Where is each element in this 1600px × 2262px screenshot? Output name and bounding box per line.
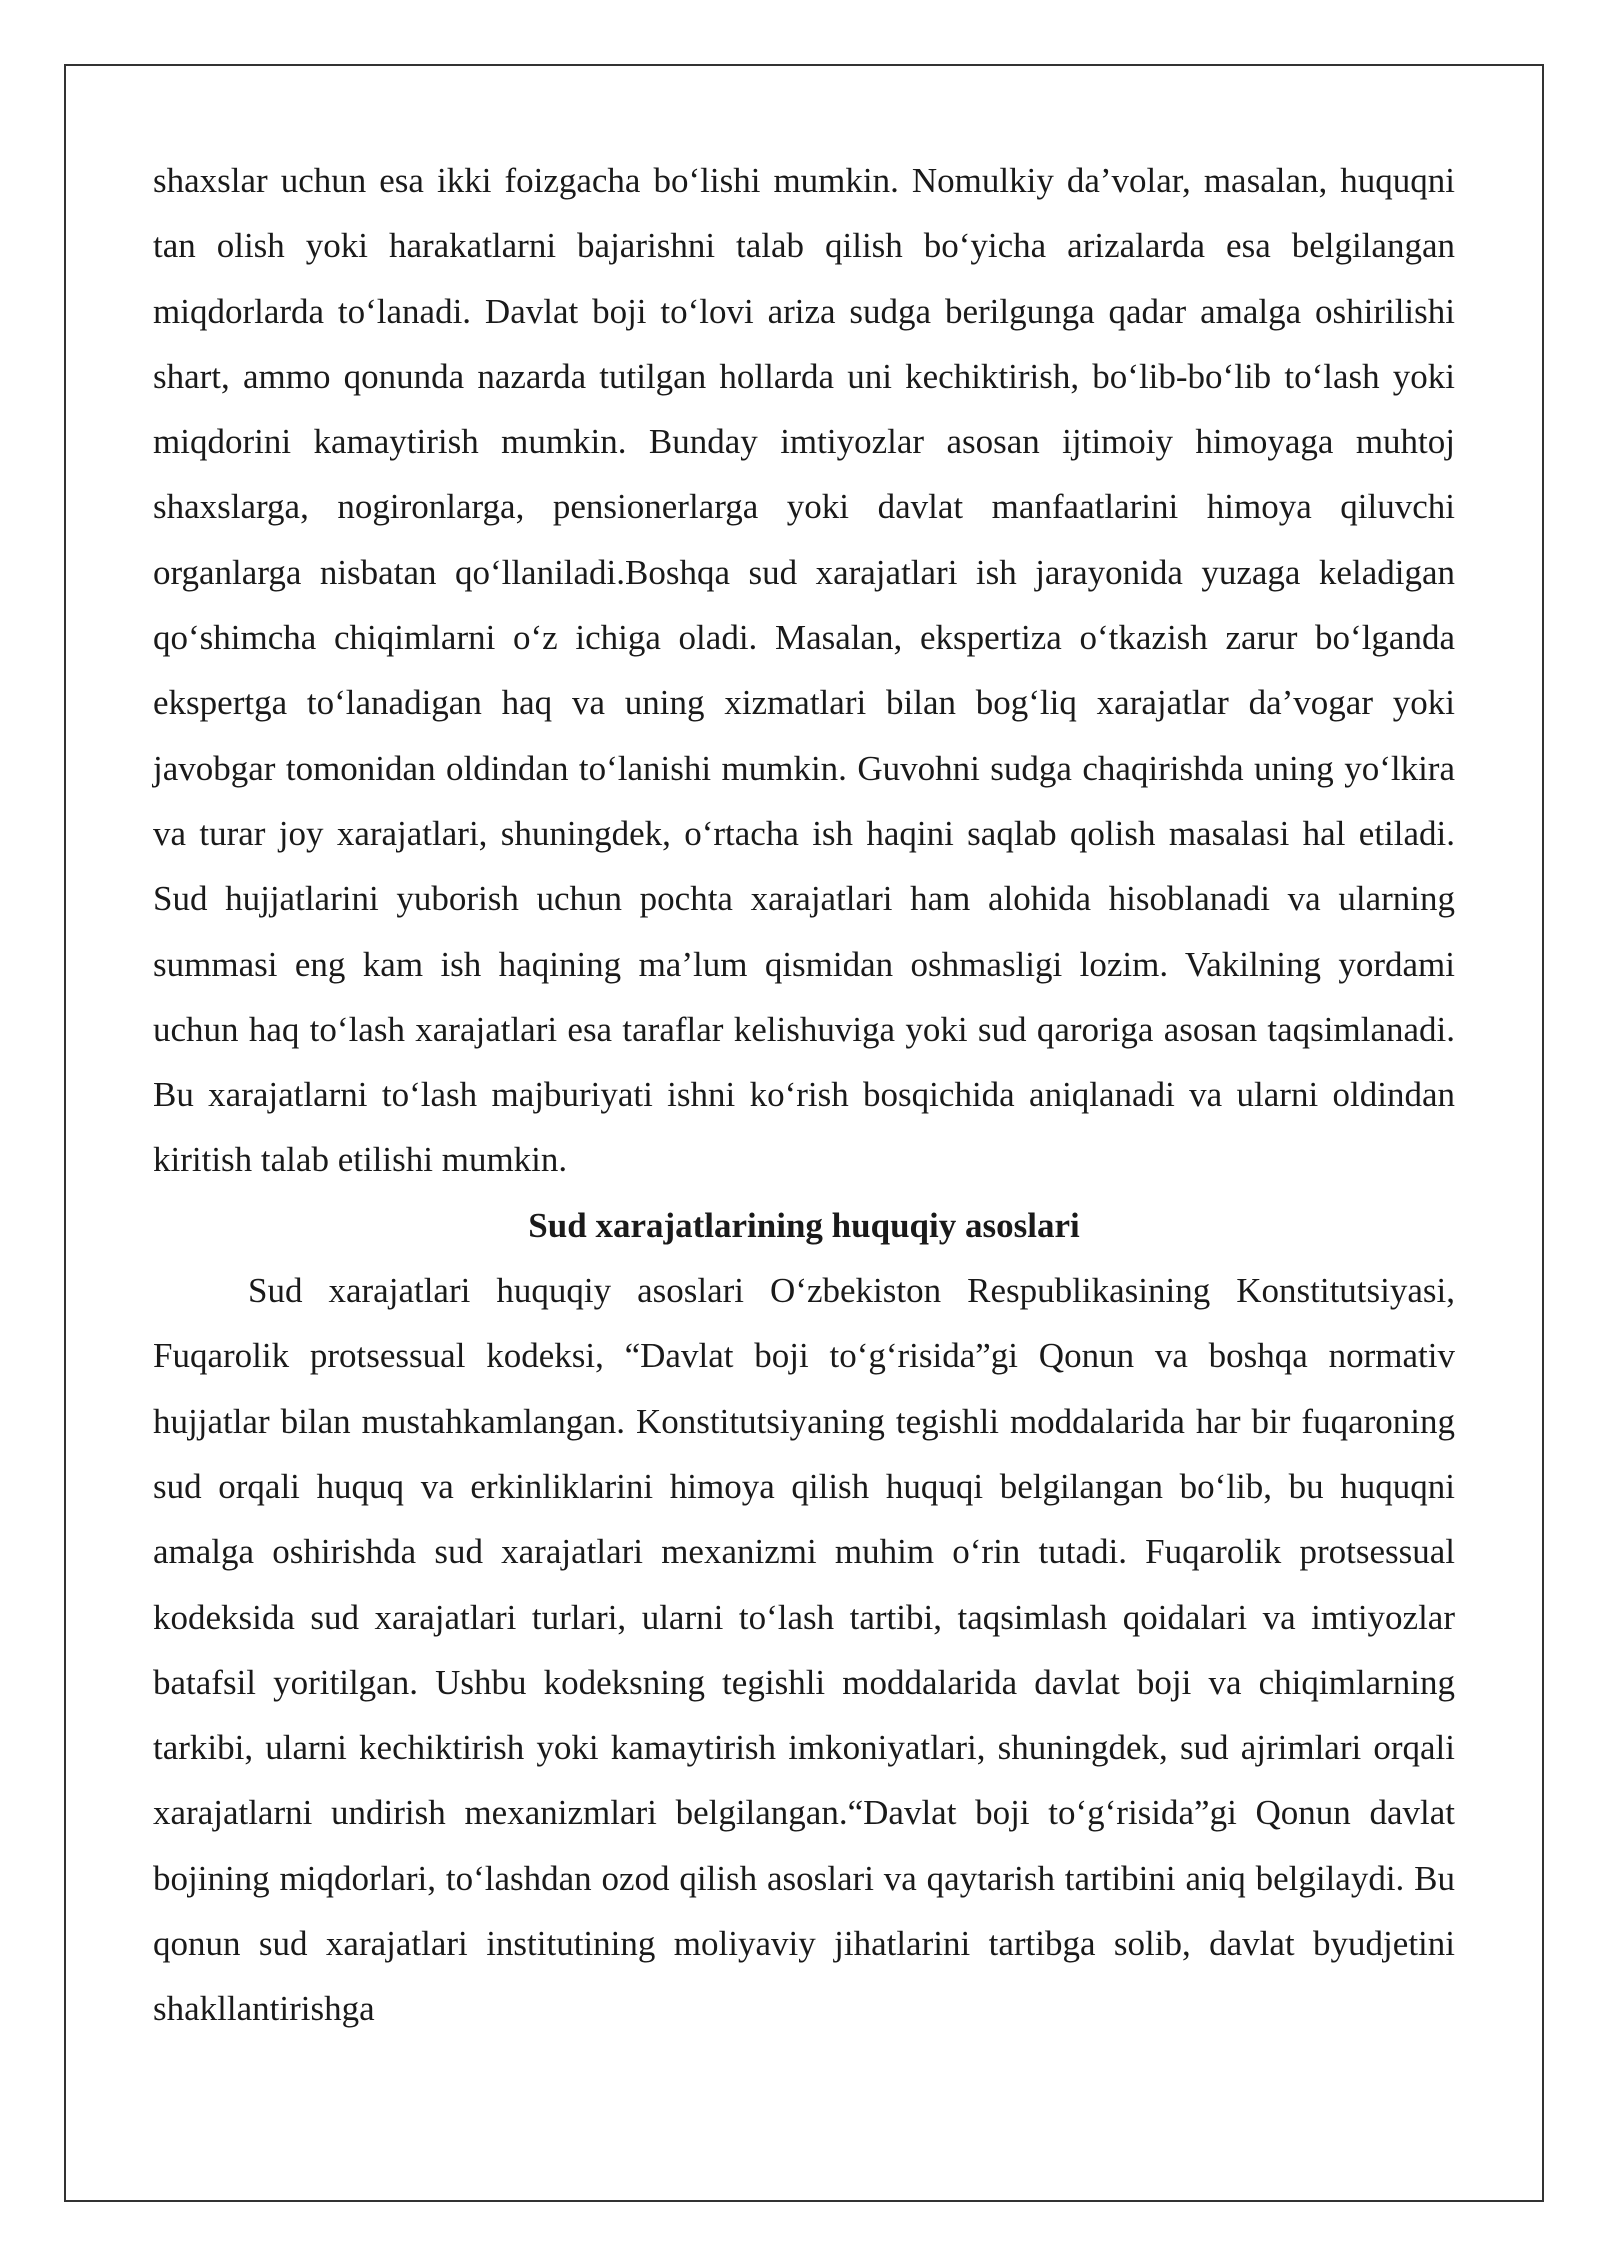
section-heading: Sud xarajatlarining huquqiy asoslari	[528, 1205, 1080, 1245]
body-paragraph-1: shaxslar uchun esa ikki foizgacha bo‘lishi mumkin. Nomulkiy da’volar, masalan, huquqni tan olish yoki harakatlarni bajarishni talab qilish bo‘yicha arizalarda esa belgilangan miqdorlarda to‘lanadi. Davlat boji to‘lovi ariza sudga berilgunga qadar amalga oshirilishi shart, ammo qonunda nazarda tutilgan hollarda uni kechiktirish, bo‘lib-bo‘lib to‘lash yoki miqdorini kamaytirish mumkin. Bunday imtiyozlar asosan ijtimoiy himoyaga muhtoj shaxslarga, nogironlarga, pensionerlarga yoki davlat manfaatlarini himoya qiluvchi organlarga nisbatan qo‘llaniladi.Boshqa sud xarajatlari ish jarayonida yuzaga keladigan qo‘shimcha chiqimlarni o‘z ichiga oladi. Masalan, ekspertiza o‘tkazish zarur bo‘lganda ekspertga to‘lanadigan haq va uning xizmatlari bilan bog‘liq xarajatlar da’vogar yoki javobgar tomonidan oldindan to‘lanishi mumkin. Guvohni sudga chaqirishda uning yo‘lkira va turar joy xarajatlari, shuningdek, o‘rtacha ish haqini saqlab qolish masalasi hal etiladi. Sud hujjatlarini yuborish uchun pochta xarajatlari ham alohida hisoblanadi va ularning summasi eng kam ish haqining ma’lum qismidan oshmasligi lozim. Vakilning yordami uchun haq to‘lash xarajatlari esa taraflar kelishuviga yoki sud qaroriga asosan taqsimlanadi. Bu xarajatlarni to‘lash majburiyati ishni ko‘rish bosqichida aniqlanadi va ularni oldindan kiritish talab etilishi mumkin.	[153, 161, 1455, 1180]
body-paragraph-2: Sud xarajatlari huquqiy asoslari O‘zbekiston Respublikasining Konstitutsiyasi, Fuqarolik protsessual kodeksi, “Davlat boji to‘g‘risida”gi Qonun va boshqa normativ hujjatlar bilan mustahkamlangan. Konstitutsiyaning tegishli moddalarida har bir fuqaroning sud orqali huquq va erkinliklarini himoya qilish huquqi belgilangan bo‘lib, bu huquqni amalga oshirishda sud xarajatlari mexanizmi muhim o‘rin tutadi. Fuqarolik protsessual kodeksida sud xarajatlari turlari, ularni to‘lash tartibi, taqsimlash qoidalari va imtiyozlar batafsil yoritilgan. Ushbu kodeksning tegishli moddalarida davlat boji va chiqimlarning tarkibi, ularni kechiktirish yoki kamaytirish imkoniyatlari, shuningdek, sud ajrimlari orqali xarajatlarni undirish mexanizmlari belgilangan.“Davlat boji to‘g‘risida”gi Qonun davlat bojining miqdorlari, to‘lashdan ozod qilish asoslari va qaytarish tartibini aniq belgilaydi. Bu qonun sud xarajatlari institutining moliyaviy jihatlarini tartibga solib, davlat byudjetini shakllantirishga	[153, 1271, 1455, 2029]
document-body	[153, 148, 1455, 2042]
